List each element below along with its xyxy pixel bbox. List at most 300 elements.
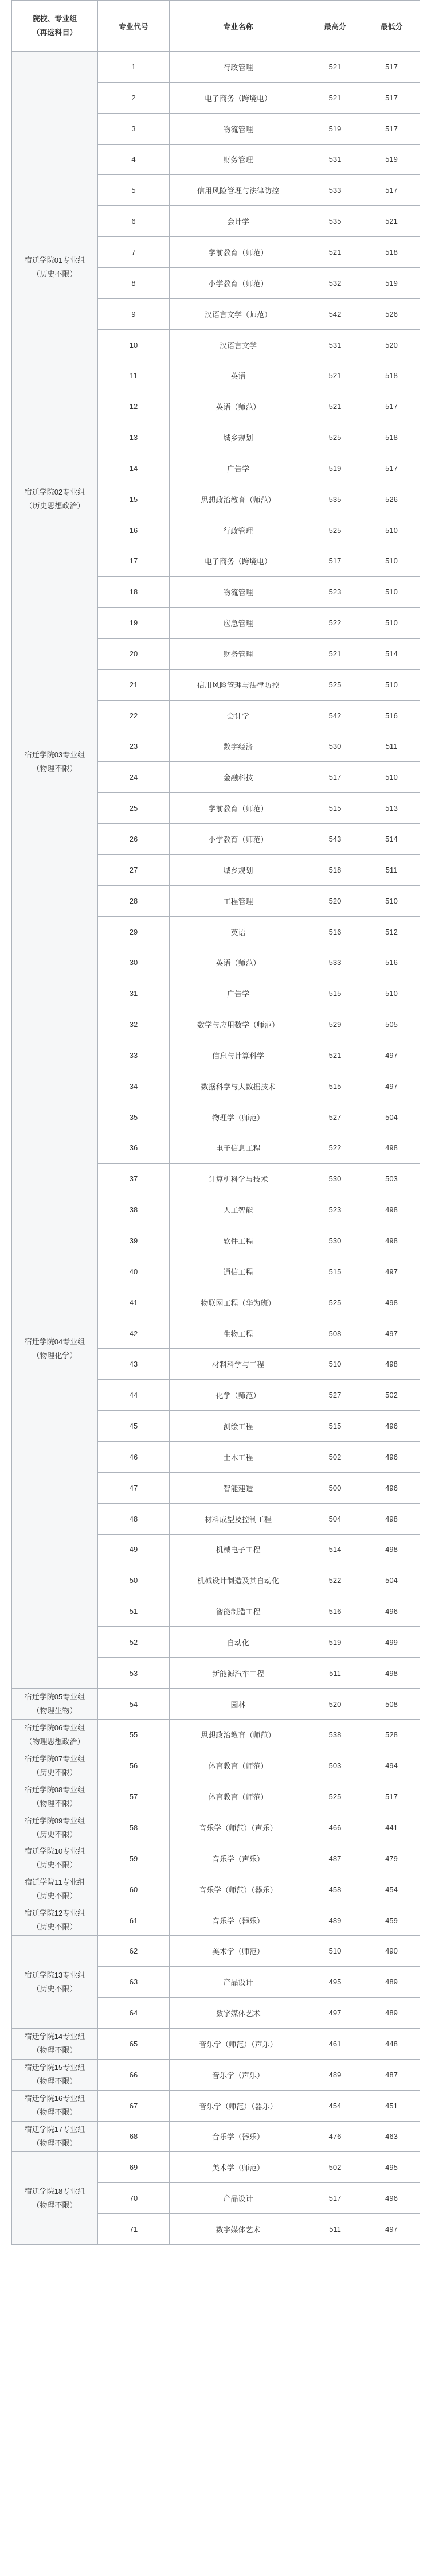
min-score: 504	[363, 1102, 420, 1133]
max-score: 527	[307, 1102, 363, 1133]
major-code: 22	[98, 700, 170, 731]
min-score: 521	[363, 206, 420, 237]
major-name: 思想政治教育（师范）	[170, 484, 307, 515]
major-code: 13	[98, 422, 170, 453]
table-row	[12, 515, 420, 546]
min-score: 519	[363, 144, 420, 175]
max-score: 543	[307, 824, 363, 855]
major-name: 体育教育（师范）	[170, 1750, 307, 1781]
max-score: 461	[307, 2029, 363, 2060]
group-subjects: （物理不限）	[32, 1799, 77, 1808]
group-subjects: （物理不限）	[32, 2200, 77, 2209]
major-name: 工程管理	[170, 885, 307, 916]
min-score: 496	[363, 2183, 420, 2214]
major-code: 24	[98, 762, 170, 793]
min-score: 513	[363, 793, 420, 824]
major-name: 音乐学（师范）（声乐）	[170, 2029, 307, 2060]
major-name: 汉语言文学	[170, 329, 307, 360]
min-score: 489	[363, 1967, 420, 1998]
min-score: 498	[363, 1287, 420, 1318]
max-score: 521	[307, 52, 363, 83]
max-score: 519	[307, 453, 363, 484]
major-name: 信用风险管理与法律防控	[170, 669, 307, 700]
min-score: 498	[363, 1133, 420, 1164]
min-score: 528	[363, 1719, 420, 1750]
major-name: 小学教育（师范）	[170, 267, 307, 298]
min-score: 510	[363, 762, 420, 793]
table-body	[12, 52, 420, 2245]
group-subjects: （历史不限）	[32, 1892, 77, 1901]
major-name: 化学（师范）	[170, 1380, 307, 1411]
major-name: 财务管理	[170, 639, 307, 670]
max-score: 522	[307, 1133, 363, 1164]
major-code: 17	[98, 546, 170, 577]
major-code: 37	[98, 1164, 170, 1194]
min-score: 448	[363, 2029, 420, 2060]
min-score: 495	[363, 2152, 420, 2183]
max-score: 515	[307, 1071, 363, 1102]
major-name: 人工智能	[170, 1194, 307, 1225]
max-score: 497	[307, 1998, 363, 2029]
min-score: 502	[363, 1380, 420, 1411]
min-score: 526	[363, 484, 420, 515]
max-score: 522	[307, 608, 363, 639]
major-name: 音乐学（器乐）	[170, 1905, 307, 1936]
min-score: 498	[363, 1534, 420, 1565]
major-name: 英语	[170, 916, 307, 947]
major-code: 66	[98, 2059, 170, 2090]
major-code: 35	[98, 1102, 170, 1133]
max-score: 519	[307, 1627, 363, 1658]
major-name: 汉语言文学（师范）	[170, 298, 307, 329]
major-code: 26	[98, 824, 170, 855]
major-name: 土木工程	[170, 1441, 307, 1472]
group-subjects: （物理不限）	[32, 2046, 77, 2055]
min-score: 496	[363, 1441, 420, 1472]
major-name: 测绘工程	[170, 1411, 307, 1442]
major-name: 小学教育（师范）	[170, 824, 307, 855]
group-label: 宿迁学院01专业组	[24, 256, 85, 265]
major-name: 生物工程	[170, 1318, 307, 1349]
major-code: 12	[98, 391, 170, 422]
max-score: 529	[307, 1009, 363, 1040]
major-code: 61	[98, 1905, 170, 1936]
group-cell	[12, 1936, 98, 2029]
table-row	[12, 1688, 420, 1719]
major-name: 通信工程	[170, 1256, 307, 1287]
group-cell	[12, 515, 98, 1009]
major-name: 材料成型及控制工程	[170, 1503, 307, 1534]
major-code: 29	[98, 916, 170, 947]
group-cell	[12, 484, 98, 515]
major-code: 40	[98, 1256, 170, 1287]
max-score: 503	[307, 1750, 363, 1781]
major-code: 67	[98, 2090, 170, 2121]
max-score: 533	[307, 175, 363, 206]
major-code: 58	[98, 1812, 170, 1843]
major-code: 70	[98, 2183, 170, 2214]
major-name: 广告学	[170, 453, 307, 484]
max-score: 458	[307, 1874, 363, 1905]
header-group-line1: 院校、专业组	[32, 14, 77, 23]
min-score: 498	[363, 1503, 420, 1534]
major-name: 产品设计	[170, 2183, 307, 2214]
max-score: 530	[307, 1164, 363, 1194]
table-row	[12, 1843, 420, 1874]
group-subjects: （历史不限）	[32, 1861, 77, 1870]
major-code: 5	[98, 175, 170, 206]
major-name: 城乡规划	[170, 854, 307, 885]
major-name: 机械设计制造及其自动化	[170, 1565, 307, 1596]
group-subjects: （历史不限）	[32, 1923, 77, 1932]
max-score: 525	[307, 422, 363, 453]
min-score: 497	[363, 2214, 420, 2245]
major-name: 数据科学与大数据技术	[170, 1071, 307, 1102]
major-name: 行政管理	[170, 52, 307, 83]
group-label: 宿迁学院06专业组	[24, 1723, 85, 1732]
major-code: 15	[98, 484, 170, 515]
major-name: 城乡规划	[170, 422, 307, 453]
major-name: 数学与应用数学（师范）	[170, 1009, 307, 1040]
table-row	[12, 484, 420, 515]
major-name: 音乐学（声乐）	[170, 1843, 307, 1874]
min-score: 510	[363, 608, 420, 639]
table-row	[12, 2059, 420, 2090]
group-cell	[12, 2059, 98, 2090]
major-name: 数字经济	[170, 731, 307, 762]
min-score: 518	[363, 237, 420, 268]
min-score: 510	[363, 978, 420, 1009]
max-score: 535	[307, 484, 363, 515]
min-score: 496	[363, 1472, 420, 1503]
min-score: 498	[363, 1657, 420, 1688]
major-name: 应急管理	[170, 608, 307, 639]
major-code: 71	[98, 2214, 170, 2245]
major-name: 会计学	[170, 206, 307, 237]
header-min: 最低分	[363, 1, 420, 52]
min-score: 510	[363, 885, 420, 916]
major-code: 43	[98, 1349, 170, 1380]
max-score: 520	[307, 1688, 363, 1719]
major-code: 55	[98, 1719, 170, 1750]
min-score: 517	[363, 453, 420, 484]
min-score: 499	[363, 1627, 420, 1658]
group-cell	[12, 1719, 98, 1750]
max-score: 538	[307, 1719, 363, 1750]
min-score: 479	[363, 1843, 420, 1874]
major-name: 美术学（师范）	[170, 1936, 307, 1967]
major-name: 电子商务（跨境电）	[170, 546, 307, 577]
major-code: 39	[98, 1225, 170, 1256]
min-score: 498	[363, 1225, 420, 1256]
major-name: 信用风险管理与法律防控	[170, 175, 307, 206]
max-score: 521	[307, 391, 363, 422]
major-code: 11	[98, 360, 170, 391]
header-code: 专业代号	[98, 1, 170, 52]
major-name: 智能制造工程	[170, 1596, 307, 1627]
min-score: 454	[363, 1874, 420, 1905]
max-score: 542	[307, 700, 363, 731]
major-name: 材料科学与工程	[170, 1349, 307, 1380]
max-score: 514	[307, 1534, 363, 1565]
max-score: 489	[307, 1905, 363, 1936]
major-code: 44	[98, 1380, 170, 1411]
major-code: 56	[98, 1750, 170, 1781]
max-score: 521	[307, 237, 363, 268]
major-code: 60	[98, 1874, 170, 1905]
major-name: 物联网工程（华为班）	[170, 1287, 307, 1318]
major-code: 36	[98, 1133, 170, 1164]
major-code: 20	[98, 639, 170, 670]
table-row	[12, 1874, 420, 1905]
major-name: 金融科技	[170, 762, 307, 793]
major-name: 计算机科学与技术	[170, 1164, 307, 1194]
major-code: 14	[98, 453, 170, 484]
group-cell	[12, 1905, 98, 1936]
score-table	[11, 0, 420, 2245]
header-name: 专业名称	[170, 1, 307, 52]
max-score: 476	[307, 2121, 363, 2152]
major-name: 音乐学（师范）（声乐）	[170, 1812, 307, 1843]
group-subjects: （物理不限）	[32, 2077, 77, 2086]
group-cell	[12, 2121, 98, 2152]
major-code: 63	[98, 1967, 170, 1998]
major-name: 英语（师范）	[170, 947, 307, 978]
group-subjects: （物理思想政治）	[25, 1737, 85, 1746]
table-row	[12, 1936, 420, 1967]
min-score: 510	[363, 546, 420, 577]
max-score: 517	[307, 2183, 363, 2214]
table-row	[12, 1719, 420, 1750]
major-code: 69	[98, 2152, 170, 2183]
min-score: 518	[363, 360, 420, 391]
max-score: 525	[307, 669, 363, 700]
min-score: 496	[363, 1411, 420, 1442]
max-score: 521	[307, 82, 363, 113]
major-name: 园林	[170, 1688, 307, 1719]
major-name: 产品设计	[170, 1967, 307, 1998]
min-score: 519	[363, 267, 420, 298]
major-code: 16	[98, 515, 170, 546]
group-subjects: （物理生物）	[32, 1706, 77, 1715]
group-cell	[12, 1874, 98, 1905]
major-code: 54	[98, 1688, 170, 1719]
major-name: 电子信息工程	[170, 1133, 307, 1164]
major-name: 思想政治教育（师范）	[170, 1719, 307, 1750]
group-label: 宿迁学院13专业组	[24, 1970, 85, 1979]
max-score: 500	[307, 1472, 363, 1503]
table-row	[12, 1750, 420, 1781]
major-name: 数字媒体艺术	[170, 1998, 307, 2029]
group-subjects: （历史不限）	[32, 1830, 77, 1839]
min-score: 510	[363, 515, 420, 546]
min-score: 517	[363, 391, 420, 422]
group-label: 宿迁学院16专业组	[24, 2094, 85, 2103]
min-score: 459	[363, 1905, 420, 1936]
major-code: 30	[98, 947, 170, 978]
max-score: 487	[307, 1843, 363, 1874]
max-score: 520	[307, 885, 363, 916]
table-row	[12, 1905, 420, 1936]
max-score: 515	[307, 1411, 363, 1442]
max-score: 510	[307, 1936, 363, 1967]
group-cell	[12, 1781, 98, 1812]
min-score: 441	[363, 1812, 420, 1843]
max-score: 525	[307, 1287, 363, 1318]
major-code: 52	[98, 1627, 170, 1658]
group-label: 宿迁学院04专业组	[24, 1337, 85, 1346]
min-score: 508	[363, 1688, 420, 1719]
max-score: 515	[307, 1256, 363, 1287]
table-row	[12, 2152, 420, 2183]
major-code: 32	[98, 1009, 170, 1040]
min-score: 517	[363, 1781, 420, 1812]
max-score: 530	[307, 731, 363, 762]
min-score: 510	[363, 577, 420, 608]
max-score: 510	[307, 1349, 363, 1380]
major-name: 电子商务（跨境电）	[170, 82, 307, 113]
min-score: 516	[363, 700, 420, 731]
max-score: 531	[307, 144, 363, 175]
major-name: 物理学（师范）	[170, 1102, 307, 1133]
major-code: 62	[98, 1936, 170, 1967]
header-group-line2: （再选科目）	[32, 28, 77, 37]
major-name: 学前教育（师范）	[170, 237, 307, 268]
min-score: 497	[363, 1256, 420, 1287]
group-cell	[12, 2029, 98, 2060]
max-score: 454	[307, 2090, 363, 2121]
group-label: 宿迁学院11专业组	[25, 1878, 85, 1887]
max-score: 521	[307, 360, 363, 391]
min-score: 514	[363, 824, 420, 855]
major-code: 19	[98, 608, 170, 639]
min-score: 490	[363, 1936, 420, 1967]
min-score: 498	[363, 1349, 420, 1380]
min-score: 526	[363, 298, 420, 329]
group-cell	[12, 2152, 98, 2245]
major-code: 50	[98, 1565, 170, 1596]
major-name: 学前教育（师范）	[170, 793, 307, 824]
group-subjects: （物理不限）	[32, 2108, 77, 2117]
major-code: 49	[98, 1534, 170, 1565]
min-score: 512	[363, 916, 420, 947]
group-cell	[12, 1812, 98, 1843]
min-score: 497	[363, 1040, 420, 1071]
major-code: 53	[98, 1657, 170, 1688]
max-score: 489	[307, 2059, 363, 2090]
major-name: 英语（师范）	[170, 391, 307, 422]
major-name: 美术学（师范）	[170, 2152, 307, 2183]
major-code: 46	[98, 1441, 170, 1472]
max-score: 523	[307, 1194, 363, 1225]
max-score: 533	[307, 947, 363, 978]
group-cell	[12, 52, 98, 484]
major-code: 18	[98, 577, 170, 608]
max-score: 532	[307, 267, 363, 298]
group-label: 宿迁学院17专业组	[24, 2124, 85, 2134]
min-score: 497	[363, 1318, 420, 1349]
max-score: 502	[307, 1441, 363, 1472]
major-code: 8	[98, 267, 170, 298]
major-name: 英语	[170, 360, 307, 391]
max-score: 525	[307, 1781, 363, 1812]
major-code: 65	[98, 2029, 170, 2060]
major-code: 2	[98, 82, 170, 113]
major-code: 57	[98, 1781, 170, 1812]
group-subjects: （物理化学）	[32, 1351, 77, 1360]
major-name: 新能源汽车工程	[170, 1657, 307, 1688]
max-score: 521	[307, 1040, 363, 1071]
major-code: 38	[98, 1194, 170, 1225]
min-score: 514	[363, 639, 420, 670]
major-name: 音乐学（师范）（器乐）	[170, 2090, 307, 2121]
max-score: 522	[307, 1565, 363, 1596]
major-code: 64	[98, 1998, 170, 2029]
max-score: 523	[307, 577, 363, 608]
major-code: 27	[98, 854, 170, 885]
group-cell	[12, 2090, 98, 2121]
group-subjects: （历史不限）	[32, 1984, 77, 1993]
group-subjects: （物理不限）	[32, 764, 77, 773]
max-score: 525	[307, 515, 363, 546]
major-name: 数字媒体艺术	[170, 2214, 307, 2245]
group-subjects: （物理不限）	[32, 2138, 77, 2147]
table-row	[12, 2121, 420, 2152]
max-score: 516	[307, 916, 363, 947]
major-name: 音乐学（声乐）	[170, 2059, 307, 2090]
max-score: 527	[307, 1380, 363, 1411]
table-row	[12, 1812, 420, 1843]
group-label: 宿迁学院03专业组	[24, 750, 85, 759]
min-score: 451	[363, 2090, 420, 2121]
max-score: 511	[307, 2214, 363, 2245]
group-label: 宿迁学院09专业组	[24, 1816, 85, 1825]
header-max: 最高分	[307, 1, 363, 52]
min-score: 497	[363, 1071, 420, 1102]
max-score: 511	[307, 1657, 363, 1688]
major-name: 自动化	[170, 1627, 307, 1658]
max-score: 504	[307, 1503, 363, 1534]
major-code: 21	[98, 669, 170, 700]
major-code: 1	[98, 52, 170, 83]
min-score: 487	[363, 2059, 420, 2090]
table-row	[12, 2029, 420, 2060]
group-label: 宿迁学院08专业组	[24, 1785, 85, 1794]
table-row	[12, 52, 420, 83]
major-name: 体育教育（师范）	[170, 1781, 307, 1812]
major-code: 45	[98, 1411, 170, 1442]
group-subjects: （历史不限）	[32, 1768, 77, 1777]
min-score: 504	[363, 1565, 420, 1596]
min-score: 516	[363, 947, 420, 978]
major-name: 物流管理	[170, 577, 307, 608]
major-code: 10	[98, 329, 170, 360]
header-row	[12, 1, 420, 52]
max-score: 535	[307, 206, 363, 237]
major-code: 6	[98, 206, 170, 237]
group-label: 宿迁学院07专业组	[24, 1754, 85, 1763]
max-score: 519	[307, 113, 363, 144]
min-score: 520	[363, 329, 420, 360]
group-cell	[12, 1009, 98, 1689]
major-code: 51	[98, 1596, 170, 1627]
table-row	[12, 1781, 420, 1812]
major-name: 机械电子工程	[170, 1534, 307, 1565]
major-code: 68	[98, 2121, 170, 2152]
table-row	[12, 2090, 420, 2121]
min-score: 503	[363, 1164, 420, 1194]
max-score: 521	[307, 639, 363, 670]
